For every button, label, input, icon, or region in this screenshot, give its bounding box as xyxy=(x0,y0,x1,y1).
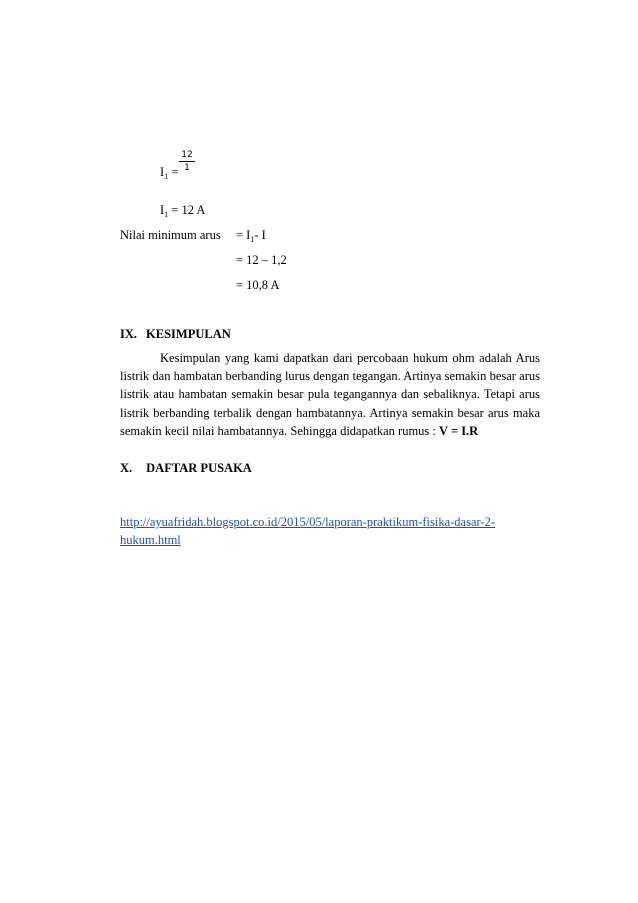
fraction xyxy=(179,150,195,173)
eq2-subscript: 1 xyxy=(164,210,169,219)
minimum-line-1 xyxy=(236,228,266,244)
min-l1-subscript: 1 xyxy=(250,235,255,244)
minimum-label: Nilai minimum arus xyxy=(120,228,221,242)
min-l1-a: = I xyxy=(236,228,251,242)
section-9-title: KESIMPULAN xyxy=(146,327,231,341)
eq1-equals: = xyxy=(168,165,179,179)
conclusion-text: Kesimpulan yang kami dapatkan dari percobaan hukum ohm adalah Arus listrik dan hambatan berbanding lurus dengan tegangan. Artinya semakin besar arus listrik atau hambatan semakin besar pula tegangannya dan sebaliknya. Tetapi arus listrik berbanding terbalik dengan hambatannya. Artinya semakin besar arus maka semakin kecil nilai hambatannya. Sehingga didapatkan rumus : xyxy=(120,351,540,438)
minimum-line-3: = 10,8 A xyxy=(236,278,280,292)
conclusion-formula: V = I.R xyxy=(439,423,479,438)
fraction-numerator: 12 xyxy=(179,150,195,162)
conclusion-paragraph xyxy=(120,349,540,440)
section-10-title: DAFTAR PUSAKA xyxy=(146,461,252,475)
section-9-heading xyxy=(120,327,231,342)
equation-line-1 xyxy=(160,165,178,181)
eq2-result: = 12 A xyxy=(168,203,206,217)
eq2-variable: I xyxy=(160,203,165,217)
section-10-heading xyxy=(120,461,252,476)
eq1-subscript: 1 xyxy=(164,172,169,181)
eq1-variable: I xyxy=(160,165,165,179)
min-l1-b: - I xyxy=(254,228,266,242)
section-9-number: IX. xyxy=(120,327,138,341)
equation-line-2 xyxy=(160,203,205,219)
reference-link[interactable]: http://ayuafridah.blogspot.co.id/2015/05/laporan-praktikum-fisika-dasar-2-hukum.html xyxy=(120,515,495,548)
fraction-denominator: 1 xyxy=(184,163,190,173)
minimum-line-2: = 12 – 1,2 xyxy=(236,253,287,267)
section-10-number: X. xyxy=(120,461,133,475)
